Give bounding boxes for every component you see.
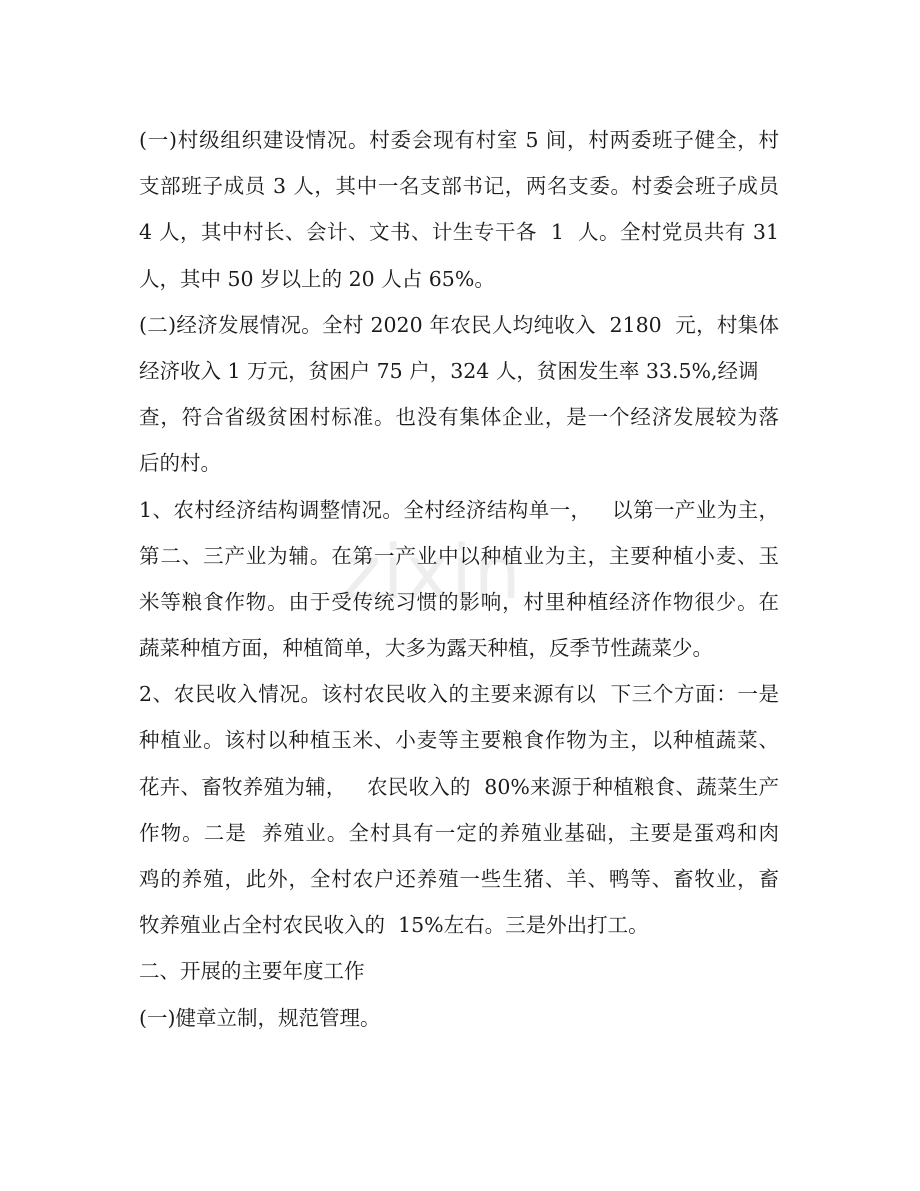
paragraph-4-line-6: 牧养殖业占全村农民收入的 15%左右。三是外出打工。	[139, 913, 649, 938]
paragraph-3-line-2: 第二、三产业为辅。在第一产业中以种植业为主，主要种植小麦、玉	[139, 543, 779, 568]
paragraph-4-line-1: 2、农民收入情况。该村农民收入的主要来源有以 下三个方面：一是	[139, 682, 779, 707]
paragraph-3-line-1: 1、农村经济结构调整情况。全村经济结构单一， 以第一产业为主，	[139, 497, 779, 522]
section-heading: 二、开展的主要年度工作	[139, 959, 365, 984]
watermark: zixin	[342, 530, 523, 616]
paragraph-2-line-4: 后的村。	[139, 451, 221, 476]
paragraph-2-line-2: 经济收入 1 万元，贫困户 75 户，324 人，贫困发生率 33.5%,经调	[139, 358, 759, 383]
document-body	[139, 117, 779, 1041]
paragraph-1-line-3: 4 人，其中村长、会计、文书、计生专干各 1 人。全村党员共有 31	[139, 220, 779, 245]
paragraph-3-line-4: 蔬菜种植方面，种植简单，大多为露天种植，反季节性蔬菜少。	[139, 636, 713, 661]
paragraph-4-line-3: 花卉、畜牧养殖为辅， 农民收入的 80%来源于种植粮食、蔬菜生产	[139, 774, 779, 799]
paragraph-1-line-1: (一)村级组织建设情况。村委会现有村室 5 间，村两委班子健全，村	[139, 128, 779, 152]
paragraph-4-line-5: 鸡的养殖，此外，全村农户还养殖一些生猪、羊、鸭等、畜牧业，畜	[139, 867, 779, 891]
subsection-heading: (一)健章立制，规范管理。	[139, 1005, 381, 1030]
paragraph-1-line-4: 人，其中 50 岁以上的 20 人占 65%。	[139, 266, 495, 291]
paragraph-3-line-3: 米等粮食作物。由于受传统习惯的影响，村里种植经济作物很少。在	[139, 589, 779, 614]
paragraph-4-line-2: 种植业。该村以种植玉米、小麦等主要粮食作物为主，以种植蔬菜、	[139, 728, 779, 753]
paragraph-2-line-3: 查，符合省级贫困村标准。也没有集体企业，是一个经济发展较为落	[139, 405, 779, 430]
paragraph-4-line-4: 作物。二是 养殖业。全村具有一定的养殖业基础，主要是蛋鸡和肉	[139, 820, 779, 845]
paragraph-1-line-2: 支部班子成员 3 人，其中一名支部书记，两名支委。村委会班子成员	[139, 174, 779, 199]
paragraph-2-line-1: (二)经济发展情况。全村 2020 年农民人均纯收入 2180 元，村集体	[139, 312, 779, 337]
